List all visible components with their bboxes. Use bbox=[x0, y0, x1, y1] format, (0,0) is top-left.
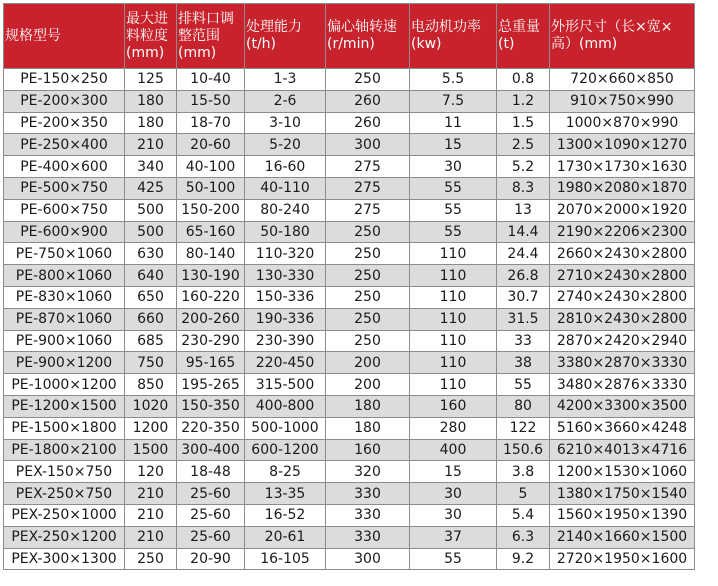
table-row bbox=[4, 112, 695, 134]
cell-total-weight: 3.8 bbox=[497, 461, 550, 483]
cell-motor-power: 110 bbox=[410, 330, 497, 352]
cell-total-weight: 1.5 bbox=[497, 112, 550, 134]
cell-model: PE-1200×1500 bbox=[4, 395, 125, 417]
cell-discharge-range: 18-48 bbox=[177, 461, 245, 483]
cell-motor-power: 55 bbox=[410, 199, 497, 221]
cell-shaft-speed: 275 bbox=[326, 199, 410, 221]
cell-motor-power: 110 bbox=[410, 374, 497, 396]
cell-max-feed-size: 650 bbox=[125, 286, 177, 308]
cell-total-weight: 8.3 bbox=[497, 177, 550, 199]
cell-max-feed-size: 340 bbox=[125, 156, 177, 178]
table-row bbox=[4, 417, 695, 439]
cell-capacity: 16-105 bbox=[245, 548, 326, 570]
cell-shaft-speed: 180 bbox=[326, 417, 410, 439]
cell-dimensions: 2870×2420×2940 bbox=[550, 330, 695, 352]
header-max-feed-size: 最大进料粒度(mm) bbox=[125, 4, 177, 69]
cell-shaft-speed: 250 bbox=[326, 308, 410, 330]
cell-capacity: 5-20 bbox=[245, 134, 326, 156]
cell-total-weight: 26.8 bbox=[497, 265, 550, 287]
cell-model: PE-900×1200 bbox=[4, 352, 125, 374]
header-row bbox=[4, 4, 695, 69]
table-body bbox=[4, 69, 695, 570]
cell-capacity: 190-336 bbox=[245, 308, 326, 330]
cell-shaft-speed: 300 bbox=[326, 548, 410, 570]
cell-dimensions: 2710×2430×2800 bbox=[550, 265, 695, 287]
cell-max-feed-size: 250 bbox=[125, 548, 177, 570]
cell-shaft-speed: 250 bbox=[326, 243, 410, 265]
cell-discharge-range: 80-140 bbox=[177, 243, 245, 265]
cell-motor-power: 55 bbox=[410, 177, 497, 199]
cell-motor-power: 30 bbox=[410, 483, 497, 505]
cell-model: PE-150×250 bbox=[4, 69, 125, 91]
cell-model: PEX-300×1300 bbox=[4, 548, 125, 570]
cell-total-weight: 13 bbox=[497, 199, 550, 221]
cell-capacity: 80-240 bbox=[245, 199, 326, 221]
cell-total-weight: 6.3 bbox=[497, 526, 550, 548]
cell-max-feed-size: 660 bbox=[125, 308, 177, 330]
cell-max-feed-size: 1500 bbox=[125, 439, 177, 461]
cell-total-weight: 24.4 bbox=[497, 243, 550, 265]
cell-dimensions: 3480×2876×3330 bbox=[550, 374, 695, 396]
table-row bbox=[4, 504, 695, 526]
cell-dimensions: 1300×1090×1270 bbox=[550, 134, 695, 156]
cell-dimensions: 2810×2430×2800 bbox=[550, 308, 695, 330]
cell-motor-power: 55 bbox=[410, 221, 497, 243]
table-row bbox=[4, 352, 695, 374]
cell-motor-power: 55 bbox=[410, 548, 497, 570]
cell-model: PE-1000×1200 bbox=[4, 374, 125, 396]
cell-capacity: 16-60 bbox=[245, 156, 326, 178]
cell-capacity: 1-3 bbox=[245, 69, 326, 91]
cell-dimensions: 1980×2080×1870 bbox=[550, 177, 695, 199]
cell-shaft-speed: 275 bbox=[326, 156, 410, 178]
cell-dimensions: 2660×2430×2800 bbox=[550, 243, 695, 265]
cell-total-weight: 31.5 bbox=[497, 308, 550, 330]
cell-discharge-range: 300-400 bbox=[177, 439, 245, 461]
table-row bbox=[4, 439, 695, 461]
table-row bbox=[4, 330, 695, 352]
cell-shaft-speed: 250 bbox=[326, 69, 410, 91]
cell-max-feed-size: 425 bbox=[125, 177, 177, 199]
cell-shaft-speed: 250 bbox=[326, 286, 410, 308]
cell-motor-power: 5.5 bbox=[410, 69, 497, 91]
cell-max-feed-size: 500 bbox=[125, 221, 177, 243]
table-row bbox=[4, 526, 695, 548]
cell-dimensions: 4200×3300×3500 bbox=[550, 395, 695, 417]
cell-model: PEX-250×1200 bbox=[4, 526, 125, 548]
cell-max-feed-size: 120 bbox=[125, 461, 177, 483]
cell-model: PE-400×600 bbox=[4, 156, 125, 178]
header-discharge-range: 排料口调整范围(mm) bbox=[177, 4, 245, 69]
cell-dimensions: 3380×2870×3330 bbox=[550, 352, 695, 374]
cell-total-weight: 5.2 bbox=[497, 156, 550, 178]
cell-capacity: 3-10 bbox=[245, 112, 326, 134]
cell-total-weight: 14.4 bbox=[497, 221, 550, 243]
cell-motor-power: 110 bbox=[410, 265, 497, 287]
cell-discharge-range: 160-220 bbox=[177, 286, 245, 308]
cell-capacity: 50-180 bbox=[245, 221, 326, 243]
cell-shaft-speed: 260 bbox=[326, 90, 410, 112]
cell-max-feed-size: 180 bbox=[125, 90, 177, 112]
table-row bbox=[4, 374, 695, 396]
cell-model: PE-830×1060 bbox=[4, 286, 125, 308]
header-capacity: 处理能力(t/h) bbox=[245, 4, 326, 69]
cell-capacity: 8-25 bbox=[245, 461, 326, 483]
cell-max-feed-size: 1020 bbox=[125, 395, 177, 417]
cell-total-weight: 80 bbox=[497, 395, 550, 417]
table-row bbox=[4, 199, 695, 221]
spec-table bbox=[3, 3, 695, 570]
table-row bbox=[4, 483, 695, 505]
cell-dimensions: 5160×3660×4248 bbox=[550, 417, 695, 439]
cell-total-weight: 0.8 bbox=[497, 69, 550, 91]
cell-model: PEX-250×750 bbox=[4, 483, 125, 505]
cell-discharge-range: 18-70 bbox=[177, 112, 245, 134]
cell-shaft-speed: 200 bbox=[326, 352, 410, 374]
cell-discharge-range: 95-165 bbox=[177, 352, 245, 374]
cell-max-feed-size: 1200 bbox=[125, 417, 177, 439]
cell-discharge-range: 25-60 bbox=[177, 526, 245, 548]
cell-shaft-speed: 200 bbox=[326, 374, 410, 396]
spec-table-container bbox=[3, 3, 695, 570]
cell-shaft-speed: 250 bbox=[326, 330, 410, 352]
cell-max-feed-size: 180 bbox=[125, 112, 177, 134]
cell-discharge-range: 150-200 bbox=[177, 199, 245, 221]
cell-shaft-speed: 300 bbox=[326, 134, 410, 156]
cell-max-feed-size: 210 bbox=[125, 504, 177, 526]
cell-total-weight: 33 bbox=[497, 330, 550, 352]
cell-motor-power: 110 bbox=[410, 286, 497, 308]
header-total-weight: 总重量(t) bbox=[497, 4, 550, 69]
cell-capacity: 150-336 bbox=[245, 286, 326, 308]
cell-capacity: 2-6 bbox=[245, 90, 326, 112]
cell-dimensions: 1000×870×990 bbox=[550, 112, 695, 134]
cell-motor-power: 15 bbox=[410, 461, 497, 483]
cell-motor-power: 15 bbox=[410, 134, 497, 156]
cell-max-feed-size: 210 bbox=[125, 134, 177, 156]
cell-model: PEX-250×1000 bbox=[4, 504, 125, 526]
cell-model: PE-600×750 bbox=[4, 199, 125, 221]
cell-shaft-speed: 330 bbox=[326, 483, 410, 505]
cell-model: PE-900×1060 bbox=[4, 330, 125, 352]
cell-motor-power: 37 bbox=[410, 526, 497, 548]
cell-capacity: 230-390 bbox=[245, 330, 326, 352]
cell-dimensions: 2140×1660×1500 bbox=[550, 526, 695, 548]
cell-max-feed-size: 640 bbox=[125, 265, 177, 287]
cell-discharge-range: 25-60 bbox=[177, 504, 245, 526]
cell-model: PE-870×1060 bbox=[4, 308, 125, 330]
cell-motor-power: 160 bbox=[410, 395, 497, 417]
table-row bbox=[4, 461, 695, 483]
cell-discharge-range: 65-160 bbox=[177, 221, 245, 243]
cell-capacity: 13-35 bbox=[245, 483, 326, 505]
cell-total-weight: 5.4 bbox=[497, 504, 550, 526]
cell-capacity: 400-800 bbox=[245, 395, 326, 417]
cell-shaft-speed: 250 bbox=[326, 265, 410, 287]
cell-motor-power: 11 bbox=[410, 112, 497, 134]
cell-capacity: 16-52 bbox=[245, 504, 326, 526]
cell-shaft-speed: 330 bbox=[326, 526, 410, 548]
cell-motor-power: 7.5 bbox=[410, 90, 497, 112]
cell-model: PE-1800×2100 bbox=[4, 439, 125, 461]
cell-motor-power: 280 bbox=[410, 417, 497, 439]
cell-dimensions: 720×660×850 bbox=[550, 69, 695, 91]
cell-shaft-speed: 160 bbox=[326, 439, 410, 461]
cell-max-feed-size: 750 bbox=[125, 352, 177, 374]
cell-max-feed-size: 850 bbox=[125, 374, 177, 396]
cell-capacity: 600-1200 bbox=[245, 439, 326, 461]
cell-max-feed-size: 210 bbox=[125, 526, 177, 548]
cell-model: PE-600×900 bbox=[4, 221, 125, 243]
cell-capacity: 20-61 bbox=[245, 526, 326, 548]
cell-model: PE-500×750 bbox=[4, 177, 125, 199]
table-row bbox=[4, 395, 695, 417]
cell-total-weight: 55 bbox=[497, 374, 550, 396]
table-row bbox=[4, 265, 695, 287]
cell-dimensions: 2740×2430×2800 bbox=[550, 286, 695, 308]
cell-dimensions: 1200×1530×1060 bbox=[550, 461, 695, 483]
cell-model: PE-200×350 bbox=[4, 112, 125, 134]
cell-discharge-range: 220-350 bbox=[177, 417, 245, 439]
cell-discharge-range: 20-90 bbox=[177, 548, 245, 570]
cell-dimensions: 1560×1950×1390 bbox=[550, 504, 695, 526]
cell-shaft-speed: 260 bbox=[326, 112, 410, 134]
cell-motor-power: 400 bbox=[410, 439, 497, 461]
table-row bbox=[4, 156, 695, 178]
cell-motor-power: 30 bbox=[410, 504, 497, 526]
cell-total-weight: 1.2 bbox=[497, 90, 550, 112]
cell-max-feed-size: 630 bbox=[125, 243, 177, 265]
cell-capacity: 40-110 bbox=[245, 177, 326, 199]
cell-model: PEX-150×750 bbox=[4, 461, 125, 483]
cell-dimensions: 1730×1730×1630 bbox=[550, 156, 695, 178]
table-row bbox=[4, 243, 695, 265]
cell-capacity: 500-1000 bbox=[245, 417, 326, 439]
cell-motor-power: 110 bbox=[410, 243, 497, 265]
header-motor-power: 电动机功率(kw) bbox=[410, 4, 497, 69]
cell-discharge-range: 25-60 bbox=[177, 483, 245, 505]
cell-model: PE-250×400 bbox=[4, 134, 125, 156]
cell-dimensions: 2070×2000×1920 bbox=[550, 199, 695, 221]
cell-max-feed-size: 685 bbox=[125, 330, 177, 352]
header-model: 规格型号 bbox=[4, 4, 125, 69]
cell-shaft-speed: 330 bbox=[326, 504, 410, 526]
cell-total-weight: 38 bbox=[497, 352, 550, 374]
cell-motor-power: 110 bbox=[410, 352, 497, 374]
cell-discharge-range: 40-100 bbox=[177, 156, 245, 178]
cell-discharge-range: 20-60 bbox=[177, 134, 245, 156]
table-row bbox=[4, 134, 695, 156]
cell-shaft-speed: 320 bbox=[326, 461, 410, 483]
header-dimensions: 外形尺寸（长×宽×高）(mm) bbox=[550, 4, 695, 69]
table-row bbox=[4, 69, 695, 91]
cell-capacity: 220-450 bbox=[245, 352, 326, 374]
cell-dimensions: 910×750×990 bbox=[550, 90, 695, 112]
cell-discharge-range: 10-40 bbox=[177, 69, 245, 91]
cell-dimensions: 2720×1950×1600 bbox=[550, 548, 695, 570]
cell-model: PE-750×1060 bbox=[4, 243, 125, 265]
cell-dimensions: 1380×1750×1540 bbox=[550, 483, 695, 505]
cell-total-weight: 122 bbox=[497, 417, 550, 439]
header-shaft-speed: 偏心轴转速(r/min) bbox=[326, 4, 410, 69]
cell-total-weight: 30.7 bbox=[497, 286, 550, 308]
cell-shaft-speed: 250 bbox=[326, 221, 410, 243]
cell-capacity: 315-500 bbox=[245, 374, 326, 396]
cell-max-feed-size: 125 bbox=[125, 69, 177, 91]
cell-total-weight: 150.6 bbox=[497, 439, 550, 461]
table-row bbox=[4, 221, 695, 243]
cell-total-weight: 2.5 bbox=[497, 134, 550, 156]
cell-shaft-speed: 275 bbox=[326, 177, 410, 199]
cell-max-feed-size: 500 bbox=[125, 199, 177, 221]
cell-dimensions: 6210×4013×4716 bbox=[550, 439, 695, 461]
table-row bbox=[4, 90, 695, 112]
table-row bbox=[4, 286, 695, 308]
cell-discharge-range: 150-350 bbox=[177, 395, 245, 417]
cell-motor-power: 110 bbox=[410, 308, 497, 330]
cell-dimensions: 2190×2206×2300 bbox=[550, 221, 695, 243]
cell-motor-power: 30 bbox=[410, 156, 497, 178]
cell-discharge-range: 230-290 bbox=[177, 330, 245, 352]
cell-total-weight: 5 bbox=[497, 483, 550, 505]
table-row bbox=[4, 177, 695, 199]
cell-capacity: 130-330 bbox=[245, 265, 326, 287]
cell-discharge-range: 130-190 bbox=[177, 265, 245, 287]
cell-model: PE-1500×1800 bbox=[4, 417, 125, 439]
cell-shaft-speed: 180 bbox=[326, 395, 410, 417]
table-row bbox=[4, 308, 695, 330]
table-row bbox=[4, 548, 695, 570]
cell-model: PE-200×300 bbox=[4, 90, 125, 112]
cell-discharge-range: 50-100 bbox=[177, 177, 245, 199]
cell-discharge-range: 195-265 bbox=[177, 374, 245, 396]
cell-capacity: 110-320 bbox=[245, 243, 326, 265]
cell-discharge-range: 200-260 bbox=[177, 308, 245, 330]
cell-total-weight: 9.2 bbox=[497, 548, 550, 570]
cell-max-feed-size: 210 bbox=[125, 483, 177, 505]
cell-discharge-range: 15-50 bbox=[177, 90, 245, 112]
cell-model: PE-800×1060 bbox=[4, 265, 125, 287]
